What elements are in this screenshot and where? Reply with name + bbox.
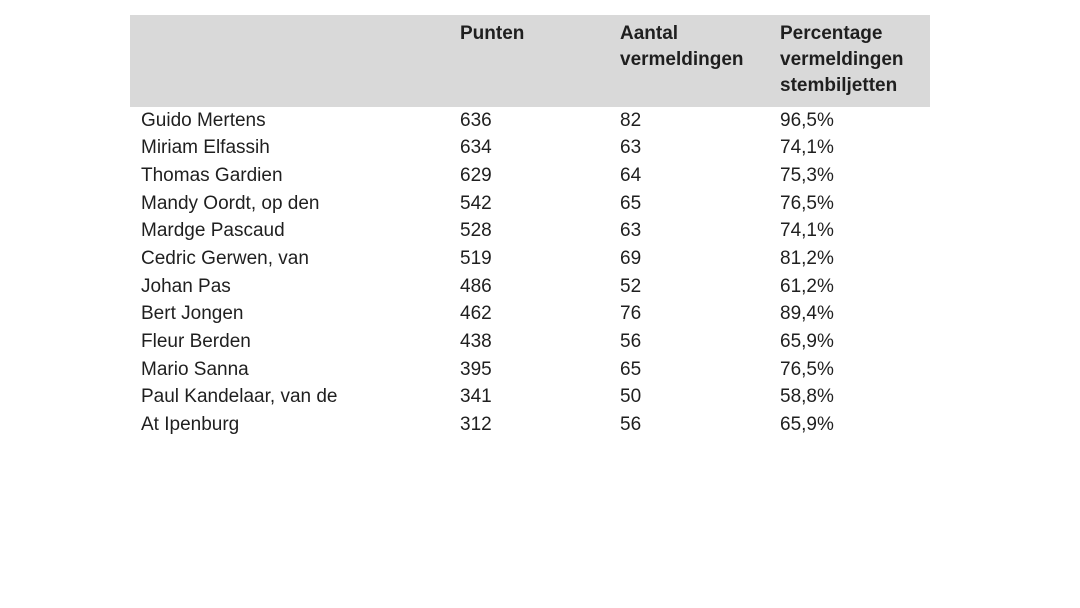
table-row <box>130 356 930 384</box>
cell-aantal-vermeldingen: 65 <box>620 192 642 214</box>
header-row <box>130 15 930 107</box>
cell-name: Mario Sanna <box>141 358 249 380</box>
cell-name: Paul Kandelaar, van de <box>141 386 338 408</box>
cell-punten: 636 <box>460 109 492 131</box>
cell-name: Guido Mertens <box>141 109 266 131</box>
cell-name: Cedric Gerwen, van <box>141 248 309 270</box>
cell-percentage: 76,5% <box>780 358 834 380</box>
results-table-container <box>130 15 930 439</box>
cell-punten: 486 <box>460 275 492 297</box>
cell-aantal-vermeldingen: 52 <box>620 275 642 297</box>
cell-percentage: 76,5% <box>780 192 834 214</box>
cell-name: Johan Pas <box>141 275 231 297</box>
cell-aantal-vermeldingen: 56 <box>620 330 642 352</box>
cell-punten: 462 <box>460 303 492 325</box>
cell-punten: 634 <box>460 137 492 159</box>
table-row <box>130 190 930 218</box>
cell-percentage: 74,1% <box>780 220 834 242</box>
table-body <box>130 107 930 439</box>
table-row <box>130 411 930 439</box>
table-row <box>130 328 930 356</box>
table-row <box>130 162 930 190</box>
cell-aantal-vermeldingen: 82 <box>620 109 642 131</box>
cell-percentage: 75,3% <box>780 165 834 187</box>
cell-name: Bert Jongen <box>141 303 244 325</box>
cell-percentage: 65,9% <box>780 413 834 435</box>
cell-punten: 395 <box>460 358 492 380</box>
table-row <box>130 218 930 246</box>
cell-aantal-vermeldingen: 56 <box>620 413 642 435</box>
cell-name: Thomas Gardien <box>141 165 283 187</box>
cell-name: At Ipenburg <box>141 413 240 435</box>
table-row <box>130 245 930 273</box>
cell-aantal-vermeldingen: 63 <box>620 220 642 242</box>
header-punten: Punten <box>460 15 620 107</box>
cell-percentage: 81,2% <box>780 248 834 270</box>
cell-percentage: 58,8% <box>780 386 834 408</box>
cell-punten: 528 <box>460 220 492 242</box>
cell-aantal-vermeldingen: 69 <box>620 248 642 270</box>
table-row <box>130 383 930 411</box>
cell-aantal-vermeldingen: 65 <box>620 358 642 380</box>
cell-punten: 542 <box>460 192 492 214</box>
cell-punten: 519 <box>460 248 492 270</box>
header-aantal-vermeldingen: Aantal vermeldingen <box>620 15 780 107</box>
table-row <box>130 135 930 163</box>
header-name <box>130 15 460 107</box>
table-header <box>130 15 930 107</box>
cell-aantal-vermeldingen: 76 <box>620 303 642 325</box>
cell-name: Miriam Elfassih <box>141 137 270 159</box>
cell-percentage: 61,2% <box>780 275 834 297</box>
table-row <box>130 273 930 301</box>
cell-name: Mandy Oordt, op den <box>141 192 320 214</box>
cell-percentage: 89,4% <box>780 303 834 325</box>
cell-punten: 312 <box>460 413 492 435</box>
cell-aantal-vermeldingen: 63 <box>620 137 642 159</box>
results-table <box>130 15 930 439</box>
cell-percentage: 74,1% <box>780 137 834 159</box>
cell-punten: 438 <box>460 330 492 352</box>
cell-aantal-vermeldingen: 50 <box>620 386 642 408</box>
cell-punten: 629 <box>460 165 492 187</box>
cell-percentage: 96,5% <box>780 109 834 131</box>
cell-punten: 341 <box>460 386 492 408</box>
table-row <box>130 300 930 328</box>
cell-aantal-vermeldingen: 64 <box>620 165 642 187</box>
cell-percentage: 65,9% <box>780 330 834 352</box>
cell-name: Fleur Berden <box>141 330 251 352</box>
header-percentage-vermeldingen-stembiljetten: Percentage vermeldingen stembiljetten <box>780 15 930 107</box>
table-row <box>130 107 930 135</box>
cell-name: Mardge Pascaud <box>141 220 285 242</box>
